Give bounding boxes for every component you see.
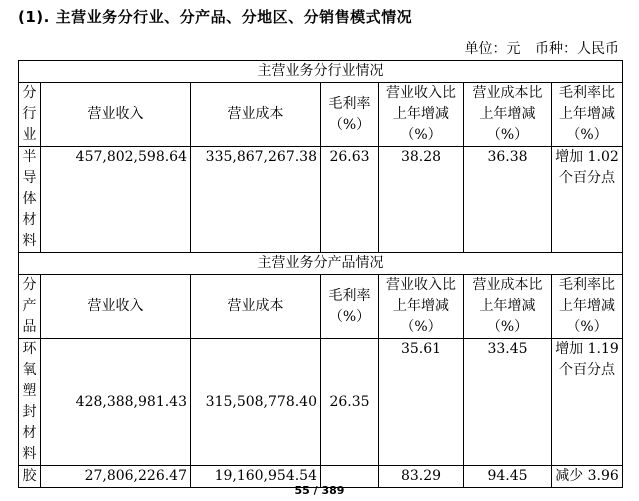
row-margin-change: 增加 1.19 个百分点 [552,339,623,466]
header-cost: 营业成本 [191,83,321,147]
header-cost-change: 营业成本比上年增减（%） [464,275,552,339]
header-margin-change: 毛利率比上年增减（%） [552,275,623,339]
unit-line [455,38,619,58]
row-margin: 26.63 [321,147,379,253]
page-number: 55 / 389 [294,484,345,497]
row-revenue: 457,802,598.64 [41,147,191,253]
row-revenue-change: 38.28 [379,147,464,253]
header-cost: 营业成本 [191,275,321,339]
product-dim-header: 分产品 [19,275,41,339]
row-name: 胶 [19,466,41,488]
row-cost: 335,867,267.38 [191,147,321,253]
row-name: 半导体材料 [19,147,41,253]
header-margin: 毛利率（%） [321,275,379,339]
row-margin-change: 增加 1.02 个百分点 [552,147,623,253]
row-cost: 315,508,778.40 [191,339,321,466]
currency-label: 币种：人民币 [535,41,619,57]
industry-section-title: 主营业务分行业情况 [19,61,623,83]
row-revenue: 27,806,226.47 [41,466,191,488]
row-revenue-change: 35.61 [379,339,464,466]
row-margin-change: 减少 3.96 [552,466,623,488]
industry-dim-header: 分行业 [19,83,41,147]
header-margin-change: 毛利率比上年增减（%） [552,83,623,147]
header-revenue: 营业收入 [41,275,191,339]
header-revenue-change: 营业收入比上年增减（%） [379,83,464,147]
section-heading: (1). 主营业务分行业、分产品、分地区、分销售模式情况 [18,8,413,26]
header-revenue: 营业收入 [41,83,191,147]
table-row [19,339,623,466]
row-cost: 19,160,954.54 [191,466,321,488]
table-row [19,147,623,253]
row-cost-change: 36.38 [464,147,552,253]
row-margin: 26.35 [321,339,379,466]
unit-label: 单位：元 [464,41,521,57]
row-cost-change: 33.45 [464,339,552,466]
header-revenue-change: 营业收入比上年增减（%） [379,275,464,339]
header-cost-change: 营业成本比上年增减（%） [464,83,552,147]
product-section-title: 主营业务分产品情况 [19,253,623,275]
row-revenue: 428,388,981.43 [41,339,191,466]
row-cost-change: 94.45 [464,466,552,488]
row-revenue-change: 83.29 [379,466,464,488]
row-name: 环氧塑封材料 [19,339,41,466]
header-margin: 毛利率（%） [321,83,379,147]
main-business-table [18,60,623,488]
